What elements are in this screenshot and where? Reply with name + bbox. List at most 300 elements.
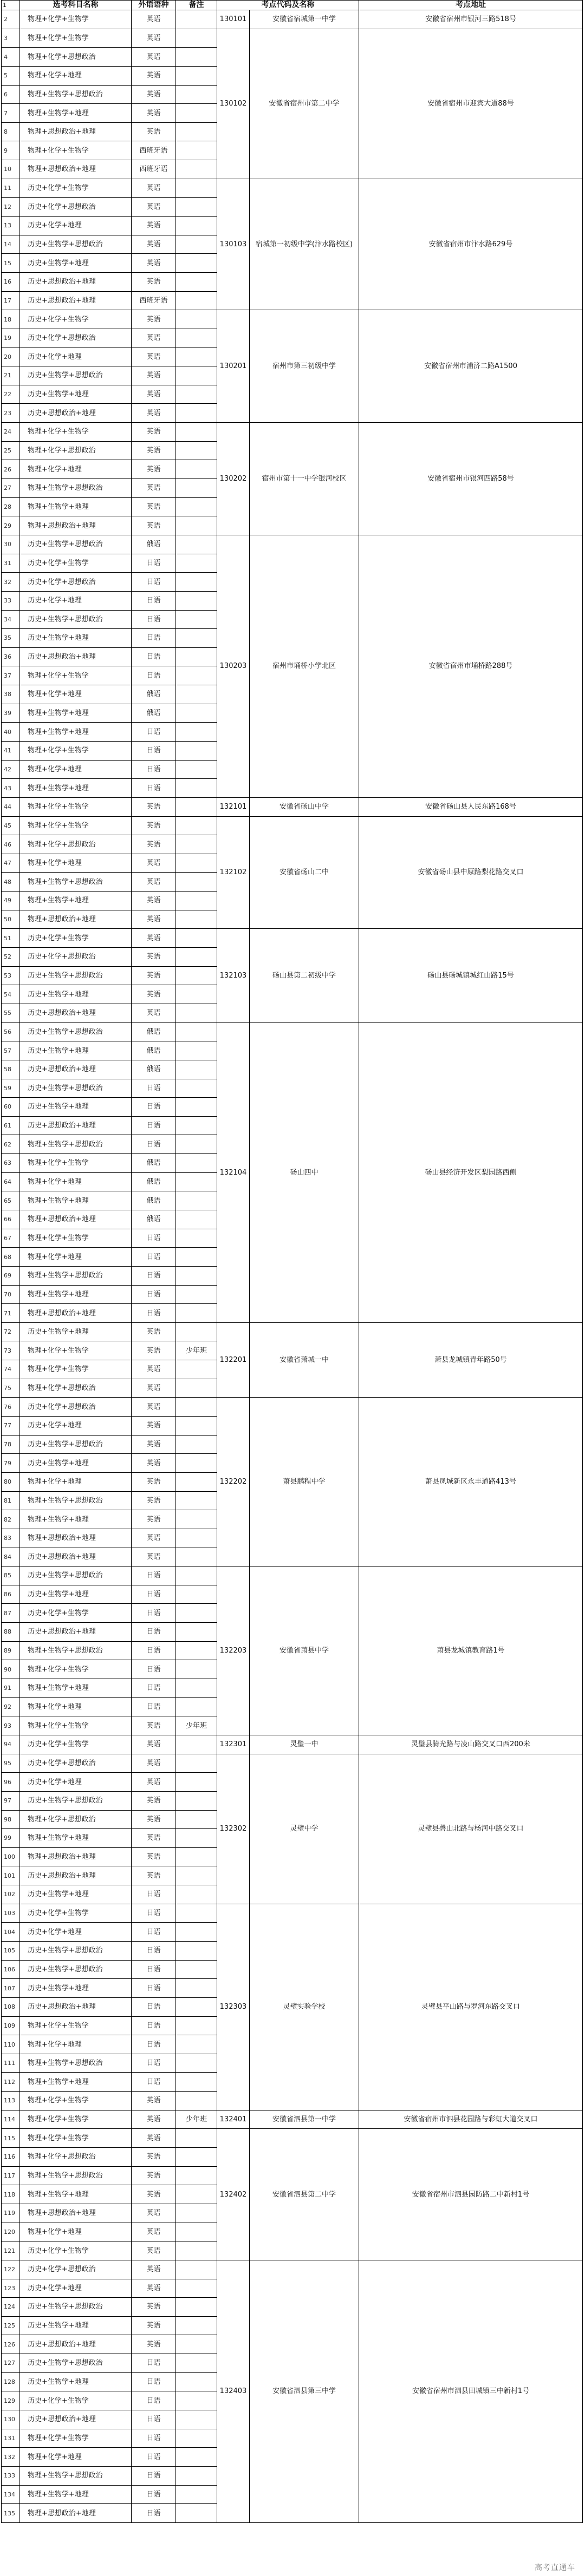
remark [176,385,217,404]
foreign-language: 英语 [132,2260,176,2279]
foreign-language: 英语 [132,310,176,329]
subject-combination: 物理+生物学+地理 [20,2185,132,2204]
row-number: 117 [2,2166,20,2185]
table-body [2,10,583,2523]
remark [176,235,217,254]
foreign-language: 英语 [132,2223,176,2241]
row-number: 69 [2,1266,20,1285]
row-number: 133 [2,2466,20,2485]
site-code: 130201 [217,310,250,423]
remark [176,1997,217,2016]
row-number: 42 [2,760,20,779]
row-number: 54 [2,985,20,1004]
foreign-language: 英语 [132,1716,176,1735]
foreign-language: 英语 [132,217,176,235]
header-remark: 备注 [176,1,217,10]
remark [176,460,217,479]
site-code: 130101 [217,10,250,29]
subject-combination: 物理+思想政治+地理 [20,1529,132,1548]
subject-combination: 历史+生物学+地理 [20,2372,132,2391]
row-number: 90 [2,1660,20,1679]
foreign-language: 英语 [132,910,176,929]
remark: 少年班 [176,1341,217,1360]
site-name: 安徽省萧县中学 [250,1566,359,1735]
row-number: 41 [2,741,20,760]
remark [176,1116,217,1135]
foreign-language: 英语 [132,1510,176,1529]
remark [176,1098,217,1117]
subject-combination: 物理+化学+地理 [20,685,132,704]
row-number: 12 [2,198,20,217]
row-number: 80 [2,1472,20,1491]
foreign-language: 英语 [132,1754,176,1773]
remark [176,1417,217,1436]
subject-combination: 历史+化学+生物学 [20,2241,132,2260]
foreign-language: 英语 [132,254,176,273]
subject-combination: 历史+生物学+思想政治 [20,2354,132,2373]
subject-combination: 物理+化学+地理 [20,1248,132,1267]
foreign-language: 俄语 [132,1191,176,1210]
remark [176,1960,217,1979]
row-number: 112 [2,2073,20,2092]
foreign-language: 日语 [132,1229,176,1248]
row-number: 91 [2,1679,20,1698]
subject-combination: 物理+化学+生物学 [20,2016,132,2035]
subject-combination: 物理+化学+生物学 [20,10,132,29]
row-number: 55 [2,1004,20,1022]
row-number: 71 [2,1304,20,1323]
remark [176,2223,217,2241]
subject-combination: 历史+思想政治+地理 [20,1116,132,1135]
subject-combination: 物理+思想政治+地理 [20,160,132,179]
remark: 少年班 [176,2110,217,2129]
foreign-language: 英语 [132,10,176,29]
site-address: 砀山县砀城镇城红山路15号 [359,929,583,1022]
row-number: 8 [2,122,20,141]
subject-combination: 历史+化学+生物学 [20,179,132,198]
foreign-language: 日语 [132,1997,176,2016]
site-name: 萧县鹏程中学 [250,1398,359,1566]
subject-combination: 物理+生物学+地理 [20,2073,132,2092]
row-number: 46 [2,835,20,854]
remark [176,348,217,366]
row-number: 128 [2,2372,20,2391]
remark [176,2448,217,2467]
subject-combination: 历史+生物学+思想政治 [20,235,132,254]
foreign-language: 英语 [132,1417,176,1436]
site-code: 132302 [217,1754,250,1904]
subject-combination: 历史+生物学+思想政治 [20,1079,132,1098]
foreign-language: 日语 [132,2391,176,2410]
remark [176,141,217,160]
subject-combination: 历史+生物学+地理 [20,1041,132,1060]
remark [176,2035,217,2054]
row-number: 119 [2,2204,20,2223]
subject-combination: 历史+生物学+地理 [20,1585,132,1604]
remark [176,910,217,929]
foreign-language: 西班牙语 [132,160,176,179]
row-number: 26 [2,460,20,479]
row-number: 131 [2,2429,20,2448]
remark [176,1679,217,1698]
row-number: 98 [2,1810,20,1829]
foreign-language: 英语 [132,460,176,479]
foreign-language: 英语 [132,873,176,892]
foreign-language: 英语 [132,1454,176,1473]
subject-combination: 历史+思想政治+地理 [20,404,132,423]
remark [176,1135,217,1154]
subject-combination: 物理+化学+地理 [20,2448,132,2467]
foreign-language: 日语 [132,1116,176,1135]
remark [176,1623,217,1642]
remark [176,2354,217,2373]
row-number: 63 [2,1154,20,1173]
foreign-language: 日语 [132,2054,176,2073]
row-number: 47 [2,854,20,873]
row-number: 78 [2,1435,20,1454]
foreign-language: 西班牙语 [132,141,176,160]
foreign-language: 日语 [132,1904,176,1923]
site-code: 132101 [217,797,250,816]
foreign-language: 日语 [132,741,176,760]
subject-combination: 历史+化学+生物学 [20,929,132,948]
remark [176,704,217,723]
site-address: 萧县凤城新区永丰道路413号 [359,1398,583,1566]
remark [176,2260,217,2279]
subject-combination: 历史+生物学+地理 [20,1098,132,1117]
row-number: 56 [2,1022,20,1041]
subject-combination: 物理+化学+地理 [20,1697,132,1716]
subject-combination: 物理+化学+生物学 [20,1154,132,1173]
subject-combination: 历史+化学+生物学 [20,554,132,573]
remark [176,2129,217,2148]
header-row [2,1,583,10]
foreign-language: 英语 [132,423,176,442]
site-name: 砀山四中 [250,1022,359,1322]
foreign-language: 英语 [132,29,176,48]
subject-combination: 历史+生物学+地理 [20,1979,132,1998]
foreign-language: 日语 [132,573,176,592]
subject-combination: 物理+生物学+思想政治 [20,479,132,498]
site-address: 安徽省宿州市泗县田城镇三中新村1号 [359,2260,583,2522]
table-row [2,1398,583,1417]
site-code: 130202 [217,423,250,535]
subject-combination: 历史+生物学+地理 [20,385,132,404]
site-name: 安徽省宿州市第二中学 [250,29,359,179]
row-number: 19 [2,329,20,348]
row-number: 6 [2,85,20,104]
subject-combination: 历史+化学+生物学 [20,1735,132,1754]
site-address: 安徽省宿州市银河四路58号 [359,423,583,535]
site-name: 灵璧一中 [250,1735,359,1754]
subject-combination: 物理+生物学+地理 [20,104,132,123]
table-row [2,1735,583,1754]
row-number: 96 [2,1773,20,1792]
row-number: 40 [2,723,20,742]
row-number: 127 [2,2354,20,2373]
row-number: 31 [2,554,20,573]
row-number: 27 [2,479,20,498]
subject-combination: 历史+生物学+地理 [20,2316,132,2335]
site-code: 132104 [217,1022,250,1322]
row-number: 3 [2,29,20,48]
foreign-language: 英语 [132,948,176,967]
subject-combination: 物理+思想政治+地理 [20,122,132,141]
foreign-language: 日语 [132,2372,176,2391]
foreign-language: 英语 [132,1341,176,1360]
subject-combination: 历史+生物学+思想政治 [20,1941,132,1960]
subject-combination: 物理+生物学+思想政治 [20,1491,132,1510]
row-number: 120 [2,2223,20,2241]
remark [176,10,217,29]
site-name: 安徽省泗县第一中学 [250,2110,359,2129]
row-number: 67 [2,1229,20,1248]
site-name: 灵璧中学 [250,1754,359,1904]
remark [176,1904,217,1923]
foreign-language: 日语 [132,1285,176,1304]
foreign-language: 俄语 [132,685,176,704]
foreign-language: 英语 [132,1322,176,1341]
foreign-language: 英语 [132,892,176,910]
subject-combination: 历史+生物学+地理 [20,1885,132,1904]
foreign-language: 俄语 [132,1210,176,1229]
foreign-language: 英语 [132,966,176,985]
foreign-language: 日语 [132,1660,176,1679]
remark [176,1229,217,1248]
row-number: 111 [2,2054,20,2073]
remark [176,2391,217,2410]
subject-combination: 物理+化学+地理 [20,460,132,479]
row-number: 70 [2,1285,20,1304]
foreign-language: 英语 [132,835,176,854]
foreign-language: 日语 [132,1304,176,1323]
subject-combination: 物理+化学+地理 [20,1172,132,1191]
foreign-language: 英语 [132,272,176,291]
remark [176,1585,217,1604]
row-number: 49 [2,892,20,910]
foreign-language: 日语 [132,666,176,685]
foreign-language: 英语 [132,1435,176,1454]
row-number: 81 [2,1491,20,1510]
site-address: 砀山县经济开发区梨园路西侧 [359,1022,583,1322]
row-number: 113 [2,2092,20,2110]
row-number: 130 [2,2410,20,2429]
subject-combination: 物理+化学+生物学 [20,141,132,160]
subject-combination: 物理+化学+思想政治 [20,2148,132,2167]
subject-combination: 物理+生物学+思想政治 [20,2054,132,2073]
subject-combination: 物理+思想政治+地理 [20,1304,132,1323]
subject-combination: 物理+化学+思想政治 [20,1379,132,1398]
remark [176,310,217,329]
remark [176,1604,217,1623]
remark [176,2073,217,2092]
remark [176,2054,217,2073]
row-number: 30 [2,535,20,554]
table-row [2,2110,583,2129]
foreign-language: 英语 [132,348,176,366]
row-number: 114 [2,2110,20,2129]
foreign-language: 日语 [132,1135,176,1154]
remark [176,892,217,910]
row-number: 13 [2,217,20,235]
row-number: 37 [2,666,20,685]
row-number: 106 [2,1960,20,1979]
subject-combination: 历史+生物学+思想政治 [20,1435,132,1454]
remark [176,2504,217,2523]
foreign-language: 英语 [132,1472,176,1491]
row-number: 45 [2,816,20,835]
remark [176,1435,217,1454]
row-number: 20 [2,348,20,366]
row-number: 33 [2,591,20,610]
site-name: 安徽省萧城一中 [250,1322,359,1398]
site-address: 萧县龙城镇教育路1号 [359,1566,583,1735]
remark [176,1773,217,1792]
row-number: 134 [2,2485,20,2504]
foreign-language: 日语 [132,1098,176,1117]
foreign-language: 西班牙语 [132,291,176,310]
subject-combination: 物理+化学+地理 [20,760,132,779]
subject-combination: 历史+思想政治+地理 [20,291,132,310]
table-row [2,1022,583,1041]
subject-combination: 历史+生物学+思想政治 [20,2298,132,2317]
remark [176,760,217,779]
subject-combination: 历史+化学+地理 [20,217,132,235]
subject-combination: 物理+化学+生物学 [20,1660,132,1679]
site-address: 安徽省宿州市泗县花园路与彩虹大道交叉口 [359,2110,583,2129]
row-number: 99 [2,1829,20,1848]
foreign-language: 英语 [132,2335,176,2354]
row-number: 108 [2,1997,20,2016]
remark [176,1941,217,1960]
foreign-language: 俄语 [132,1041,176,1060]
subject-combination: 历史+化学+地理 [20,348,132,366]
foreign-language: 英语 [132,122,176,141]
remark [176,929,217,948]
row-number: 11 [2,179,20,198]
subject-combination: 物理+化学+生物学 [20,2110,132,2129]
remark [176,179,217,198]
row-number: 29 [2,516,20,535]
subject-combination: 历史+生物学+思想政治 [20,610,132,629]
row-number: 89 [2,1641,20,1660]
subject-combination: 历史+化学+思想政治 [20,2260,132,2279]
foreign-language: 英语 [132,1529,176,1548]
row-number: 57 [2,1041,20,1060]
foreign-language: 日语 [132,1604,176,1623]
remark [176,1979,217,1998]
foreign-language: 英语 [132,404,176,423]
subject-combination: 物理+化学+生物学 [20,816,132,835]
row-number: 35 [2,629,20,648]
site-code: 132401 [217,2110,250,2129]
remark [176,854,217,873]
foreign-language: 英语 [132,929,176,948]
remark [176,2372,217,2391]
remark [176,816,217,835]
row-number: 135 [2,2504,20,2523]
table-row [2,2260,583,2279]
site-name: 安徽省泗县第三中学 [250,2260,359,2522]
site-code: 132403 [217,2260,250,2522]
row-number: 82 [2,1510,20,1529]
foreign-language: 英语 [132,2204,176,2223]
remark [176,1191,217,1210]
subject-combination: 历史+生物学+地理 [20,1454,132,1473]
site-code: 132102 [217,816,250,929]
remark [176,2016,217,2035]
site-code: 132203 [217,1566,250,1735]
header-row-number: 1 [2,1,20,10]
foreign-language: 日语 [132,2448,176,2467]
row-number: 38 [2,685,20,704]
row-number: 93 [2,1716,20,1735]
subject-combination: 物理+生物学+思想政治 [20,2166,132,2185]
table-row [2,10,583,29]
subject-combination: 物理+化学+生物学 [20,741,132,760]
remark [176,723,217,742]
foreign-language: 英语 [132,1360,176,1379]
row-number: 7 [2,104,20,123]
site-name: 宿州市第三初级中学 [250,310,359,423]
remark [176,2298,217,2317]
subject-combination: 物理+生物学+地理 [20,704,132,723]
subject-combination: 物理+化学+生物学 [20,2429,132,2448]
foreign-language: 英语 [132,497,176,516]
subject-combination: 物理+化学+地理 [20,854,132,873]
row-number: 14 [2,235,20,254]
foreign-language: 英语 [132,1735,176,1754]
subject-combination: 历史+生物学+地理 [20,254,132,273]
row-number: 16 [2,272,20,291]
subject-combination: 物理+生物学+地理 [20,2485,132,2504]
remark [176,573,217,592]
subject-combination: 物理+化学+生物学 [20,666,132,685]
row-number: 77 [2,1417,20,1436]
site-code: 132202 [217,1398,250,1566]
remark [176,160,217,179]
site-code: 130203 [217,535,250,797]
subject-combination: 物理+化学+生物学 [20,1360,132,1379]
site-code: 132301 [217,1735,250,1754]
foreign-language: 英语 [132,2185,176,2204]
remark [176,2316,217,2335]
foreign-language: 日语 [132,1585,176,1604]
subject-combination: 物理+化学+地理 [20,1472,132,1491]
foreign-language: 日语 [132,1960,176,1979]
remark [176,2241,217,2260]
remark [176,1041,217,1060]
subject-combination: 物理+化学+思想政治 [20,48,132,67]
foreign-language: 日语 [132,2466,176,2485]
watermark: 高考直通车 [535,2564,575,2572]
site-address: 灵璧县骑光路与凌山路交叉口西200米 [359,1735,583,1754]
remark [176,1079,217,1098]
site-code: 132201 [217,1322,250,1398]
row-number: 95 [2,1754,20,1773]
subject-combination: 物理+思想政治+地理 [20,2504,132,2523]
remark [176,741,217,760]
remark [176,441,217,460]
row-number: 58 [2,1060,20,1079]
remark [176,2335,217,2354]
foreign-language: 英语 [132,1866,176,1885]
remark [176,1847,217,1866]
foreign-language: 英语 [132,2148,176,2167]
site-address: 安徽省宿州市浦济二路A1500 [359,310,583,423]
remark [176,1454,217,1473]
subject-combination: 历史+化学+思想政治 [20,1754,132,1773]
